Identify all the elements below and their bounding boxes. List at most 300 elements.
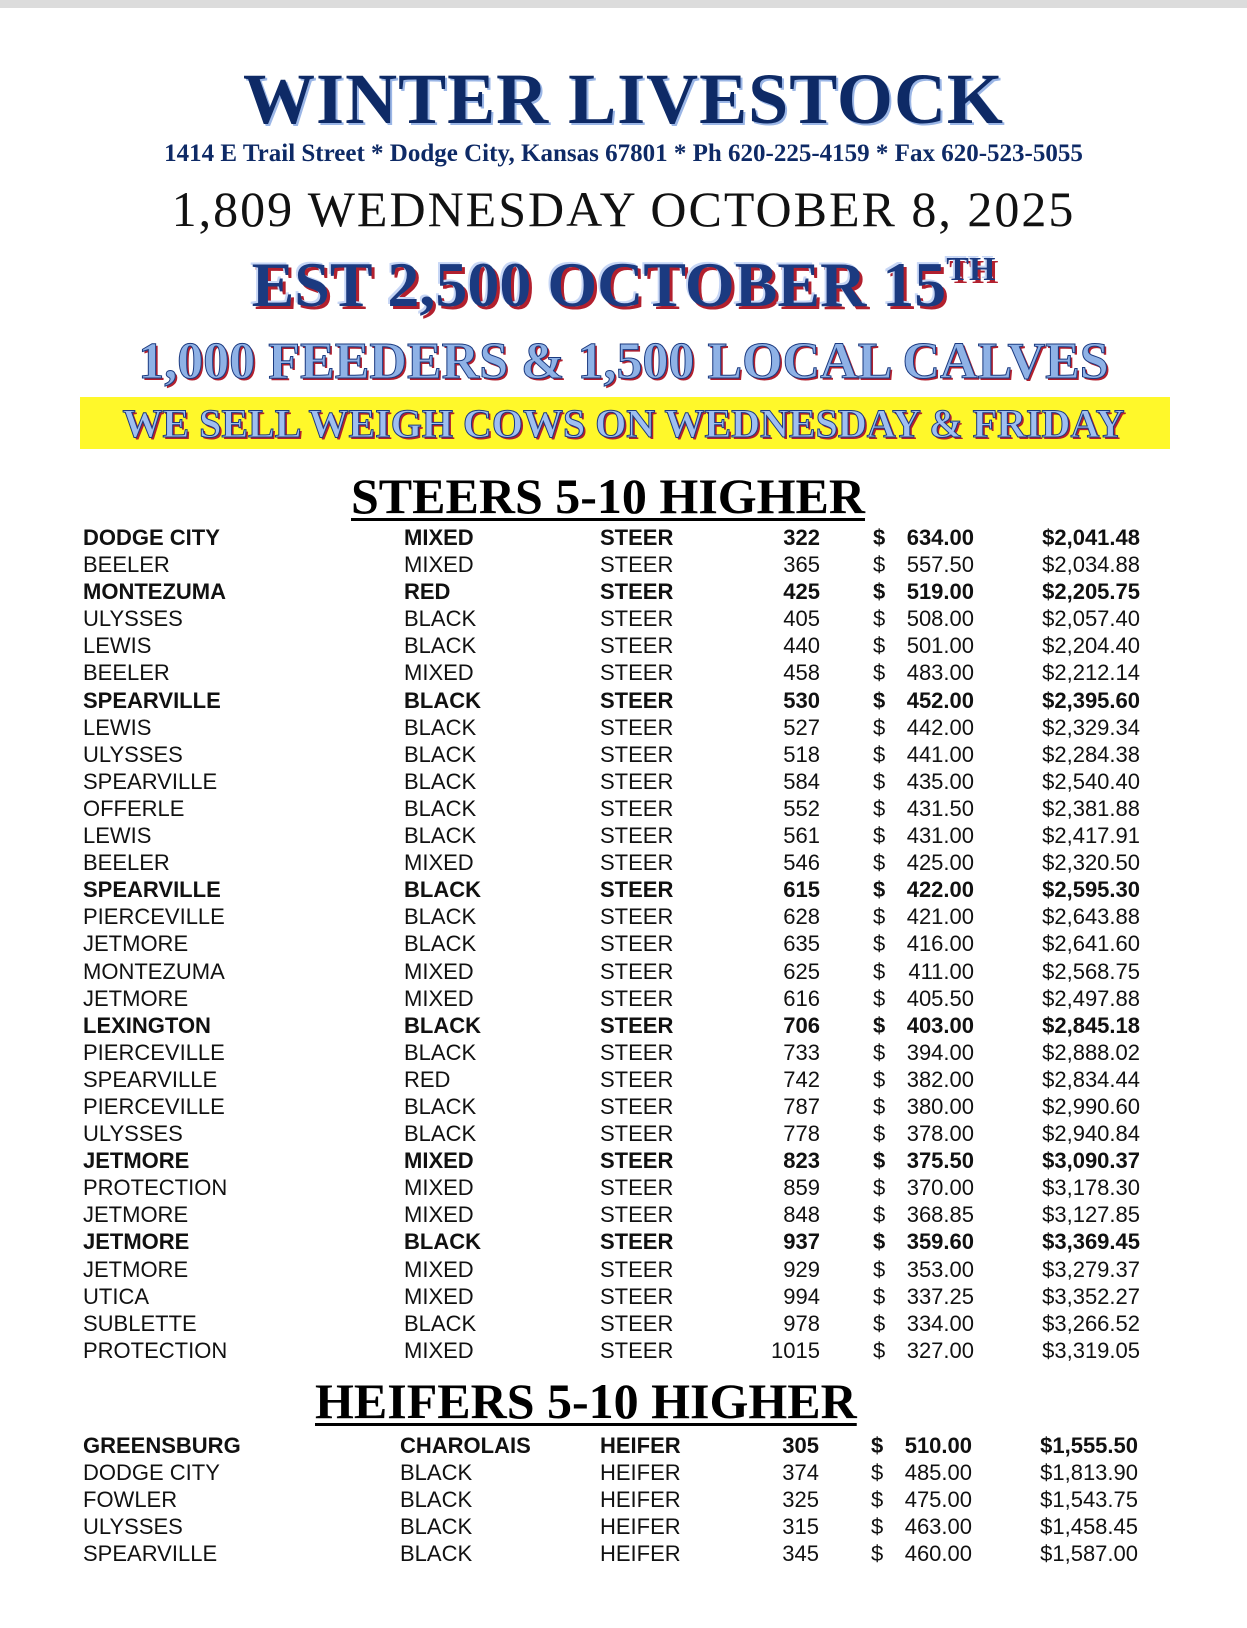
color-cell: BLACK xyxy=(404,768,477,794)
table-row xyxy=(0,1147,1247,1174)
type-cell: STEER xyxy=(600,1066,674,1092)
color-cell: MIXED xyxy=(404,1175,474,1201)
type-cell: HEIFER xyxy=(600,1433,681,1458)
table-row xyxy=(0,1310,1247,1337)
town-cell: BEELER xyxy=(83,660,170,686)
type-cell: STEER xyxy=(600,552,674,578)
type-cell: STEER xyxy=(600,714,674,740)
type-cell: HEIFER xyxy=(600,1487,681,1513)
dollar-sign: $ xyxy=(873,1012,886,1038)
table-row xyxy=(0,1540,1247,1567)
total-cell: $3,266.52 xyxy=(1042,1310,1140,1336)
type-cell: STEER xyxy=(600,687,674,713)
dollar-sign: $ xyxy=(873,1121,886,1147)
weight-cell: 425 xyxy=(783,579,820,605)
price-cell: 380.00 xyxy=(906,1093,974,1119)
weight-cell: 374 xyxy=(782,1460,819,1486)
town-cell: SPEARVILLE xyxy=(83,877,221,903)
dollar-sign: $ xyxy=(873,795,886,821)
price-cell: 483.00 xyxy=(906,660,974,686)
type-cell: HEIFER xyxy=(600,1541,681,1567)
total-cell: $3,090.37 xyxy=(1042,1148,1140,1174)
table-row xyxy=(0,958,1247,985)
price-cell: 378.00 xyxy=(906,1121,974,1147)
total-cell: $2,888.02 xyxy=(1042,1039,1140,1065)
steers-table xyxy=(0,524,1247,1364)
steers-section-title: STEERS 5-10 HIGHER xyxy=(351,468,866,524)
town-cell: PROTECTION xyxy=(83,1337,228,1363)
weight-cell: 365 xyxy=(783,552,820,578)
window-top-edge xyxy=(0,0,1247,8)
table-row xyxy=(0,930,1247,957)
price-cell: 411.00 xyxy=(908,958,974,984)
table-row xyxy=(0,1486,1247,1513)
total-cell: $3,352.27 xyxy=(1042,1283,1140,1309)
type-cell: STEER xyxy=(600,1148,674,1174)
price-cell: 442.00 xyxy=(906,714,974,740)
price-cell: 452.00 xyxy=(906,687,974,713)
total-cell: $2,320.50 xyxy=(1042,850,1140,876)
color-cell: BLACK xyxy=(404,823,477,849)
color-cell: MIXED xyxy=(404,1283,474,1309)
table-row xyxy=(0,903,1247,930)
price-cell: 485.00 xyxy=(904,1460,972,1486)
dollar-sign: $ xyxy=(873,687,886,713)
table-row xyxy=(0,632,1247,659)
heifers-section-title: HEIFERS 5-10 HIGHER xyxy=(315,1373,857,1429)
weight-cell: 937 xyxy=(783,1229,820,1255)
table-row xyxy=(0,1066,1247,1093)
total-cell: $2,205.75 xyxy=(1042,579,1140,605)
price-cell: 359.60 xyxy=(906,1229,974,1255)
table-row xyxy=(0,551,1247,578)
dollar-sign: $ xyxy=(871,1514,884,1540)
color-cell: BLACK xyxy=(404,1093,477,1119)
total-cell: $3,279.37 xyxy=(1042,1256,1140,1282)
dollar-sign: $ xyxy=(873,850,886,876)
table-row xyxy=(0,687,1247,714)
dollar-sign: $ xyxy=(873,904,886,930)
type-cell: STEER xyxy=(600,1310,674,1336)
color-cell: MIXED xyxy=(404,985,474,1011)
weight-cell: 530 xyxy=(783,687,820,713)
total-cell: $3,319.05 xyxy=(1042,1337,1140,1363)
weight-cell: 552 xyxy=(783,795,820,821)
weight-cell: 733 xyxy=(783,1039,820,1065)
town-cell: BEELER xyxy=(83,552,170,578)
table-row xyxy=(0,768,1247,795)
table-row xyxy=(0,1513,1247,1540)
color-cell: BLACK xyxy=(404,795,477,821)
town-cell: PROTECTION xyxy=(83,1175,228,1201)
weight-cell: 635 xyxy=(783,931,820,957)
dollar-sign: $ xyxy=(873,1175,886,1201)
price-cell: 421.00 xyxy=(906,904,974,930)
town-cell: OFFERLE xyxy=(83,795,185,821)
weight-cell: 929 xyxy=(783,1256,820,1282)
total-cell: $2,204.40 xyxy=(1042,633,1140,659)
town-cell: UTICA xyxy=(83,1283,149,1309)
weight-cell: 628 xyxy=(783,904,820,930)
price-cell: 508.00 xyxy=(906,606,974,632)
dollar-sign: $ xyxy=(871,1433,884,1458)
price-cell: 327.00 xyxy=(906,1337,974,1363)
town-cell: LEWIS xyxy=(83,714,152,740)
town-cell: BEELER xyxy=(83,850,170,876)
color-cell: MIXED xyxy=(404,1256,474,1282)
contact-address: 1414 E Trail Street * Dodge City, Kansas 67801 * Ph 620-225-4159 * Fax 620-523-5055 xyxy=(164,140,1083,167)
price-cell: 557.50 xyxy=(906,552,974,578)
color-cell: BLACK xyxy=(400,1541,473,1567)
estimate-suffix: TH xyxy=(946,251,996,288)
dollar-sign: $ xyxy=(873,579,886,605)
price-cell: 431.00 xyxy=(906,823,974,849)
town-cell: FOWLER xyxy=(83,1487,178,1513)
town-cell: LEXINGTON xyxy=(83,1012,211,1038)
table-row xyxy=(0,1012,1247,1039)
color-cell: CHAROLAIS xyxy=(400,1433,531,1458)
weight-cell: 848 xyxy=(783,1202,820,1228)
weigh-cows-banner: WE SELL WEIGH COWS ON WEDNESDAY & FRIDAY xyxy=(122,401,1125,446)
weight-cell: 458 xyxy=(783,660,820,686)
color-cell: BLACK xyxy=(400,1460,473,1486)
table-row xyxy=(0,1039,1247,1066)
weight-cell: 615 xyxy=(783,877,820,903)
weight-cell: 778 xyxy=(783,1121,820,1147)
dollar-sign: $ xyxy=(873,525,886,550)
table-row xyxy=(0,741,1247,768)
type-cell: STEER xyxy=(600,1283,674,1309)
page-title: WINTER LIVESTOCK xyxy=(243,59,1004,139)
type-cell: STEER xyxy=(600,1093,674,1119)
price-cell: 368.85 xyxy=(906,1202,974,1228)
total-cell: $2,940.84 xyxy=(1042,1121,1140,1147)
weight-cell: 616 xyxy=(783,985,820,1011)
price-cell: 634.00 xyxy=(906,525,974,550)
table-row xyxy=(0,714,1247,741)
color-cell: BLACK xyxy=(404,714,477,740)
type-cell: STEER xyxy=(600,877,674,903)
dollar-sign: $ xyxy=(873,1283,886,1309)
town-cell: PIERCEVILLE xyxy=(83,904,225,930)
weight-cell: 584 xyxy=(783,768,820,794)
type-cell: STEER xyxy=(600,850,674,876)
dollar-sign: $ xyxy=(873,552,886,578)
dollar-sign: $ xyxy=(873,1202,886,1228)
color-cell: MIXED xyxy=(404,1148,474,1174)
type-cell: STEER xyxy=(600,985,674,1011)
price-cell: 431.50 xyxy=(906,795,974,821)
price-cell: 519.00 xyxy=(906,579,974,605)
type-cell: STEER xyxy=(600,904,674,930)
dollar-sign: $ xyxy=(871,1541,884,1567)
type-cell: STEER xyxy=(600,525,674,550)
type-cell: STEER xyxy=(600,1012,674,1038)
town-cell: PIERCEVILLE xyxy=(83,1093,225,1119)
town-cell: MONTEZUMA xyxy=(83,579,226,605)
dollar-sign: $ xyxy=(873,660,886,686)
dollar-sign: $ xyxy=(873,1093,886,1119)
type-cell: STEER xyxy=(600,606,674,632)
total-cell: $2,568.75 xyxy=(1042,958,1140,984)
table-row xyxy=(0,1459,1247,1486)
total-cell: $2,845.18 xyxy=(1042,1012,1140,1038)
table-row xyxy=(0,795,1247,822)
type-cell: STEER xyxy=(600,579,674,605)
color-cell: MIXED xyxy=(404,660,474,686)
town-cell: ULYSSES xyxy=(83,741,183,767)
total-cell: $2,395.60 xyxy=(1042,687,1140,713)
type-cell: HEIFER xyxy=(600,1514,681,1540)
town-cell: JETMORE xyxy=(83,1229,190,1255)
type-cell: STEER xyxy=(600,1121,674,1147)
color-cell: BLACK xyxy=(404,1310,477,1336)
price-cell: 441.00 xyxy=(906,741,974,767)
estimate-main: EST 2,500 OCTOBER 15 xyxy=(251,249,947,320)
price-cell: 435.00 xyxy=(906,768,974,794)
weight-cell: 345 xyxy=(782,1541,819,1567)
color-cell: MIXED xyxy=(404,552,474,578)
dollar-sign: $ xyxy=(873,606,886,632)
dollar-sign: $ xyxy=(873,768,886,794)
table-row xyxy=(0,1120,1247,1147)
weight-cell: 322 xyxy=(783,525,820,550)
table-row xyxy=(0,876,1247,903)
price-cell: 460.00 xyxy=(904,1541,972,1567)
price-cell: 337.25 xyxy=(906,1283,974,1309)
type-cell: STEER xyxy=(600,795,674,821)
town-cell: SPEARVILLE xyxy=(83,1541,218,1567)
total-cell: $2,057.40 xyxy=(1042,606,1140,632)
color-cell: BLACK xyxy=(404,904,477,930)
dollar-sign: $ xyxy=(873,823,886,849)
color-cell: MIXED xyxy=(404,958,474,984)
table-row xyxy=(0,524,1247,551)
estimate-headline xyxy=(0,248,1247,322)
type-cell: STEER xyxy=(600,1202,674,1228)
town-cell: JETMORE xyxy=(83,1202,189,1228)
weight-cell: 742 xyxy=(783,1066,820,1092)
color-cell: BLACK xyxy=(404,606,477,632)
dollar-sign: $ xyxy=(873,877,886,903)
price-cell: 382.00 xyxy=(906,1066,974,1092)
town-cell: DODGE CITY xyxy=(83,1460,220,1486)
dollar-sign: $ xyxy=(873,985,886,1011)
table-row xyxy=(0,985,1247,1012)
town-cell: JETMORE xyxy=(83,985,189,1011)
town-cell: ULYSSES xyxy=(83,1514,183,1540)
total-cell: $2,641.60 xyxy=(1042,931,1140,957)
type-cell: STEER xyxy=(600,1229,674,1255)
type-cell: STEER xyxy=(600,741,674,767)
dollar-sign: $ xyxy=(873,931,886,957)
total-cell: $1,458.45 xyxy=(1040,1514,1138,1540)
town-cell: SPEARVILLE xyxy=(83,687,221,713)
color-cell: BLACK xyxy=(404,687,481,713)
town-cell: JETMORE xyxy=(83,1256,189,1282)
total-cell: $2,329.34 xyxy=(1042,714,1140,740)
town-cell: LEWIS xyxy=(83,633,152,659)
town-cell: JETMORE xyxy=(83,931,189,957)
total-cell: $2,041.48 xyxy=(1042,525,1140,550)
total-cell: $3,369.45 xyxy=(1042,1229,1140,1255)
color-cell: RED xyxy=(404,579,451,605)
dollar-sign: $ xyxy=(873,1229,886,1255)
town-cell: SPEARVILLE xyxy=(83,1066,218,1092)
total-cell: $2,497.88 xyxy=(1042,985,1140,1011)
table-row xyxy=(0,1283,1247,1310)
table-row xyxy=(0,1337,1247,1364)
table-row xyxy=(0,822,1247,849)
table-row xyxy=(0,1256,1247,1283)
weight-cell: 440 xyxy=(783,633,820,659)
dollar-sign: $ xyxy=(873,1256,886,1282)
total-cell: $3,127.85 xyxy=(1042,1202,1140,1228)
type-cell: STEER xyxy=(600,931,674,957)
price-cell: 394.00 xyxy=(906,1039,974,1065)
color-cell: BLACK xyxy=(400,1514,473,1540)
total-cell: $1,555.50 xyxy=(1040,1433,1138,1458)
weight-cell: 787 xyxy=(783,1093,820,1119)
type-cell: STEER xyxy=(600,1256,674,1282)
town-cell: DODGE CITY xyxy=(83,525,220,550)
table-row xyxy=(0,1228,1247,1255)
weight-cell: 527 xyxy=(783,714,820,740)
total-cell: $1,587.00 xyxy=(1040,1541,1138,1567)
weight-cell: 405 xyxy=(783,606,820,632)
price-cell: 416.00 xyxy=(906,931,974,957)
color-cell: BLACK xyxy=(404,1229,481,1255)
total-cell: $2,990.60 xyxy=(1042,1093,1140,1119)
weight-cell: 315 xyxy=(782,1514,819,1540)
dollar-sign: $ xyxy=(873,1066,886,1092)
town-cell: GREENSBURG xyxy=(83,1433,241,1458)
dollar-sign: $ xyxy=(873,1148,886,1174)
weight-cell: 859 xyxy=(783,1175,820,1201)
price-cell: 463.00 xyxy=(904,1514,972,1540)
color-cell: BLACK xyxy=(404,931,477,957)
weight-cell: 625 xyxy=(783,958,820,984)
weight-cell: 823 xyxy=(783,1148,820,1174)
town-cell: ULYSSES xyxy=(83,606,183,632)
weight-cell: 561 xyxy=(783,823,820,849)
dollar-sign: $ xyxy=(873,714,886,740)
type-cell: STEER xyxy=(600,1175,674,1201)
table-row xyxy=(0,1201,1247,1228)
color-cell: BLACK xyxy=(404,1121,477,1147)
type-cell: STEER xyxy=(600,660,674,686)
type-cell: STEER xyxy=(600,1039,674,1065)
price-cell: 501.00 xyxy=(906,633,974,659)
weight-cell: 706 xyxy=(783,1012,820,1038)
town-cell: LEWIS xyxy=(83,823,152,849)
color-cell: BLACK xyxy=(404,741,477,767)
price-cell: 375.50 xyxy=(906,1148,974,1174)
price-cell: 475.00 xyxy=(904,1487,972,1513)
color-cell: BLACK xyxy=(400,1487,473,1513)
dollar-sign: $ xyxy=(871,1487,884,1513)
table-row xyxy=(0,849,1247,876)
weight-cell: 325 xyxy=(782,1487,819,1513)
price-cell: 510.00 xyxy=(904,1433,972,1458)
table-row xyxy=(0,1174,1247,1201)
color-cell: MIXED xyxy=(404,850,474,876)
town-cell: JETMORE xyxy=(83,1148,190,1174)
price-cell: 370.00 xyxy=(906,1175,974,1201)
weight-cell: 1015 xyxy=(771,1337,820,1363)
table-row xyxy=(0,1093,1247,1120)
weight-cell: 978 xyxy=(783,1310,820,1336)
type-cell: STEER xyxy=(600,768,674,794)
town-cell: PIERCEVILLE xyxy=(83,1039,225,1065)
type-cell: STEER xyxy=(600,1337,674,1363)
weight-cell: 994 xyxy=(783,1283,820,1309)
total-cell: $2,643.88 xyxy=(1042,904,1140,930)
price-cell: 353.00 xyxy=(906,1256,974,1282)
feeders-calves-line: 1,000 FEEDERS & 1,500 LOCAL CALVES xyxy=(138,333,1109,390)
table-row xyxy=(0,605,1247,632)
color-cell: BLACK xyxy=(404,877,481,903)
price-cell: 334.00 xyxy=(906,1310,974,1336)
total-cell: $2,540.40 xyxy=(1042,768,1140,794)
total-cell: $2,595.30 xyxy=(1042,877,1140,903)
total-cell: $2,834.44 xyxy=(1042,1066,1140,1092)
color-cell: BLACK xyxy=(404,1012,481,1038)
dollar-sign: $ xyxy=(873,1310,886,1336)
sale-date-line: 1,809 WEDNESDAY OCTOBER 8, 2025 xyxy=(171,181,1076,237)
total-cell: $1,543.75 xyxy=(1040,1487,1138,1513)
total-cell: $2,284.38 xyxy=(1042,741,1140,767)
weight-cell: 546 xyxy=(783,850,820,876)
price-cell: 405.50 xyxy=(906,985,974,1011)
town-cell: SUBLETTE xyxy=(83,1310,197,1336)
type-cell: STEER xyxy=(600,823,674,849)
table-row xyxy=(0,1432,1247,1459)
type-cell: HEIFER xyxy=(600,1460,681,1486)
color-cell: BLACK xyxy=(404,1039,477,1065)
color-cell: RED xyxy=(404,1066,451,1092)
type-cell: STEER xyxy=(600,958,674,984)
total-cell: $2,212.14 xyxy=(1042,660,1140,686)
total-cell: $2,034.88 xyxy=(1042,552,1140,578)
color-cell: MIXED xyxy=(404,525,474,550)
table-row xyxy=(0,578,1247,605)
price-cell: 422.00 xyxy=(906,877,974,903)
color-cell: BLACK xyxy=(404,633,477,659)
price-cell: 403.00 xyxy=(906,1012,974,1038)
dollar-sign: $ xyxy=(873,1039,886,1065)
total-cell: $2,381.88 xyxy=(1042,795,1140,821)
dollar-sign: $ xyxy=(873,958,886,984)
heifers-table xyxy=(0,1432,1247,1567)
town-cell: ULYSSES xyxy=(83,1121,183,1147)
price-cell: 425.00 xyxy=(906,850,974,876)
town-cell: SPEARVILLE xyxy=(83,768,218,794)
total-cell: $3,178.30 xyxy=(1042,1175,1140,1201)
color-cell: MIXED xyxy=(404,1202,474,1228)
town-cell: MONTEZUMA xyxy=(83,958,225,984)
color-cell: MIXED xyxy=(404,1337,474,1363)
total-cell: $1,813.90 xyxy=(1040,1460,1138,1486)
type-cell: STEER xyxy=(600,633,674,659)
weight-cell: 518 xyxy=(783,741,820,767)
table-row xyxy=(0,659,1247,686)
total-cell: $2,417.91 xyxy=(1042,823,1140,849)
dollar-sign: $ xyxy=(873,1337,886,1363)
dollar-sign: $ xyxy=(873,741,886,767)
weight-cell: 305 xyxy=(782,1433,819,1458)
dollar-sign: $ xyxy=(871,1460,884,1486)
